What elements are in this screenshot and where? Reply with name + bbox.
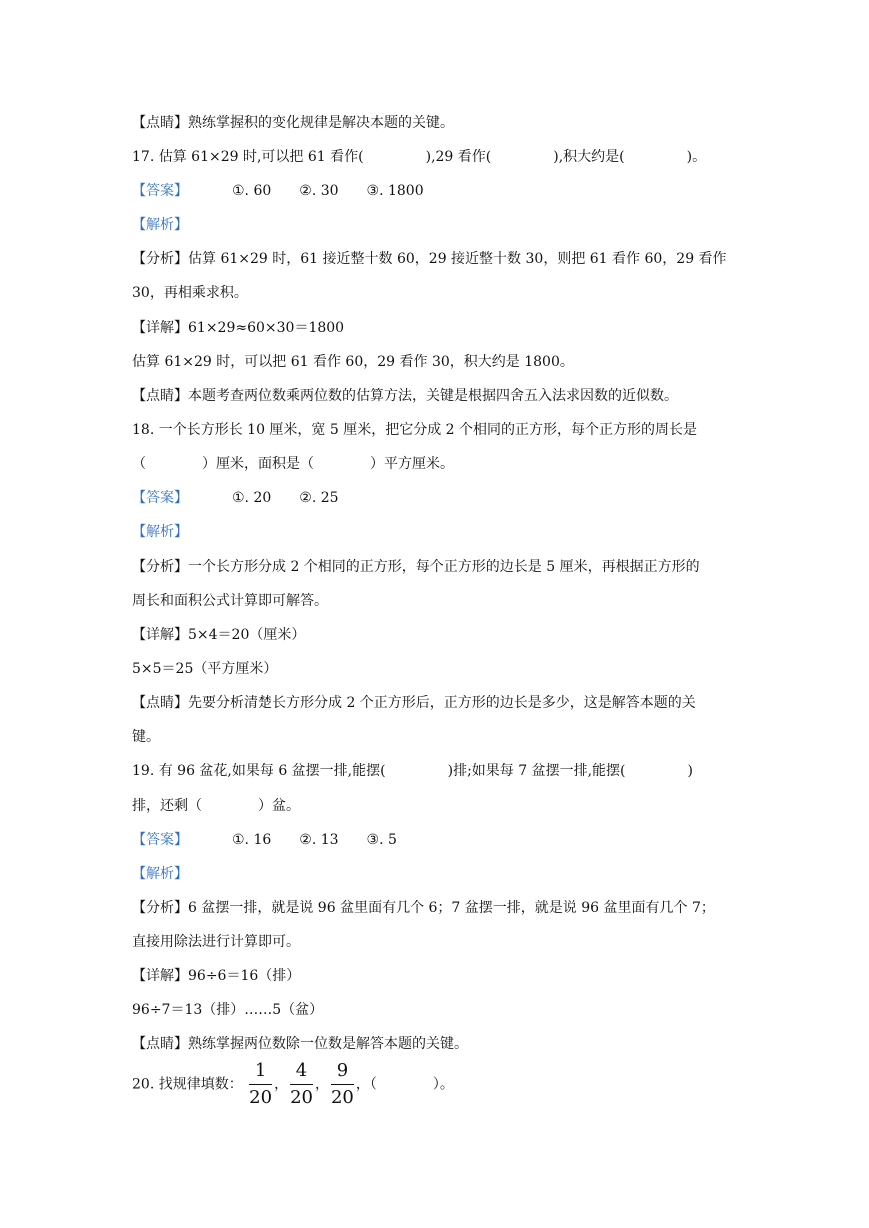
fraction-1-numerator: 1 bbox=[254, 1060, 267, 1081]
fraction-3-denominator: 20 bbox=[330, 1087, 354, 1108]
fraction-3 bbox=[331, 1060, 354, 1109]
q17-detail-line-2: 估算 61×29 时，可以把 61 看作 60，29 看作 30，积大约是 1800。 bbox=[132, 354, 574, 370]
q19-stem-part-5: ）盆。 bbox=[258, 798, 300, 814]
q19-stem-line-2 bbox=[132, 796, 300, 816]
q18-analysis-tag: 【解析】 bbox=[132, 524, 188, 540]
answer-1: ①. 20 bbox=[232, 490, 272, 506]
q17-stem-part-3: ),积大约是( bbox=[553, 149, 625, 165]
q19-stem-line-1 bbox=[132, 761, 693, 781]
fraction-2-numerator: 4 bbox=[295, 1060, 308, 1081]
q17-key-point: 【点睛】本题考查两位数乘两位数的估算方法，关键是根据四舍五入法求因数的近似数。 bbox=[132, 388, 678, 404]
blank-open: （ bbox=[369, 1076, 377, 1093]
q17-detail-line-1: 【详解】61×29≈60×30＝1800 bbox=[132, 320, 345, 336]
q20-stem bbox=[132, 1060, 454, 1109]
blank-close: ）。 bbox=[432, 1076, 454, 1093]
q18-stem-line-1: 18. 一个长方形长 10 厘米，宽 5 厘米，把它分成 2 个相同的正方形，每个正方形的周长是 bbox=[132, 422, 698, 438]
fraction-2 bbox=[290, 1060, 313, 1109]
q17-stem-part-1: 17. 估算 61×29 时,可以把 61 看作( bbox=[132, 149, 364, 165]
q18-analysis-line-1: 【分析】一个长方形分成 2 个相同的正方形，每个正方形的边长是 5 厘米，再根据正方形的 bbox=[132, 559, 700, 575]
fraction-3-numerator: 9 bbox=[336, 1060, 349, 1081]
answer-2: ②. 25 bbox=[299, 490, 339, 506]
q18-stem-part-3: ）平方厘米。 bbox=[370, 456, 454, 472]
answer-tag: 【答案】 bbox=[132, 832, 188, 848]
q17-answer bbox=[132, 181, 424, 201]
q18-stem-line-2 bbox=[132, 454, 454, 474]
q19-stem-part-1: 19. 有 96 盆花,如果每 6 盆摆一排,能摆( bbox=[132, 763, 386, 779]
q19-detail-line-1: 【详解】96÷6＝16（排） bbox=[132, 968, 301, 984]
q16-key-point: 【点睛】熟练掌握积的变化规律是解决本题的关键。 bbox=[132, 115, 454, 131]
q19-stem-part-3: ) bbox=[687, 763, 693, 779]
answer-3: ③. 1800 bbox=[366, 183, 424, 199]
q19-stem-part-4: 排，还剩（ bbox=[132, 798, 202, 814]
q18-detail-line-1: 【详解】5×4＝20（厘米） bbox=[132, 627, 306, 643]
fraction-1-denominator: 20 bbox=[249, 1087, 273, 1108]
separator: ， bbox=[355, 1076, 370, 1093]
answer-1: ①. 16 bbox=[232, 832, 272, 848]
answer-2: ②. 13 bbox=[299, 832, 339, 848]
q18-answer bbox=[132, 488, 339, 508]
q17-analysis-line-2: 30，再相乘求积。 bbox=[132, 285, 248, 301]
answer-2: ②. 30 bbox=[299, 183, 339, 199]
q19-analysis-line-1: 【分析】6 盆摆一排，就是说 96 盆里面有几个 6；7 盆摆一排，就是说 96 盆里面有几个 7； bbox=[132, 900, 715, 916]
q19-analysis-line-2: 直接用除法进行计算即可。 bbox=[132, 934, 300, 950]
q19-analysis-tag: 【解析】 bbox=[132, 866, 188, 882]
fraction-1 bbox=[249, 1060, 272, 1109]
q17-stem-part-2: ),29 看作( bbox=[425, 149, 492, 165]
separator: ， bbox=[274, 1076, 289, 1093]
q18-detail-line-2: 5×5＝25（平方厘米） bbox=[132, 661, 278, 677]
answer-1: ①. 60 bbox=[232, 183, 272, 199]
answer-3: ③. 5 bbox=[366, 832, 397, 848]
q17-analysis-line-1: 【分析】估算 61×29 时，61 接近整十数 60，29 接近整十数 30，则把 61 看作 60，29 看作 bbox=[132, 251, 727, 267]
q18-stem-part-2: ）厘米，面积是（ bbox=[202, 456, 314, 472]
q18-key-point-line-2: 键。 bbox=[132, 729, 160, 745]
q19-answer bbox=[132, 830, 397, 850]
q18-stem-part-1: （ bbox=[132, 456, 146, 472]
q18-key-point-line-1: 【点睛】先要分析清楚长方形分成 2 个正方形后，正方形的边长是多少，这是解答本题的关 bbox=[132, 695, 696, 711]
q20-prefix: 20. 找规律填数： bbox=[132, 1076, 243, 1093]
q19-key-point: 【点睛】熟练掌握两位数除一位数是解答本题的关键。 bbox=[132, 1036, 468, 1052]
q19-detail-line-2: 96÷7＝13（排）……5（盆） bbox=[132, 1002, 324, 1018]
separator: ， bbox=[314, 1076, 329, 1093]
q17-analysis-tag: 【解析】 bbox=[132, 217, 188, 233]
q17-stem bbox=[132, 147, 706, 167]
q18-analysis-line-2: 周长和面积公式计算即可解答。 bbox=[132, 593, 328, 609]
answer-tag: 【答案】 bbox=[132, 183, 188, 199]
q19-stem-part-2: )排;如果每 7 盆摆一排,能摆( bbox=[447, 763, 626, 779]
answer-tag: 【答案】 bbox=[132, 490, 188, 506]
fraction-2-denominator: 20 bbox=[290, 1087, 313, 1108]
q17-stem-part-4: )。 bbox=[686, 149, 707, 165]
